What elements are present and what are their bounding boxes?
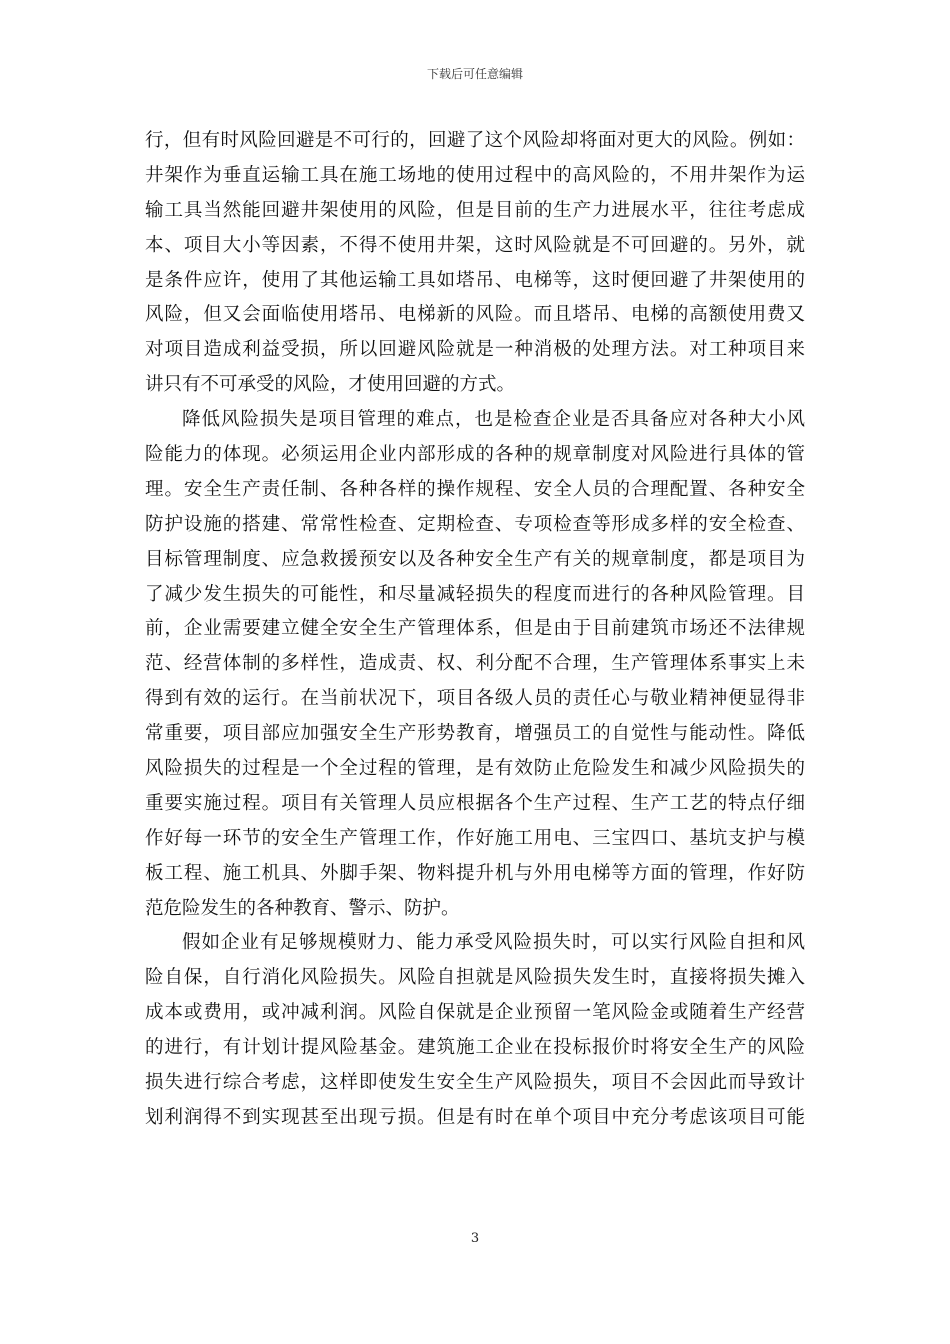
text-line: 对项目造成利益受损，所以回避风险就是一种消极的处理方法。对工种项目来 xyxy=(145,339,805,361)
text-line: 划利润得不到实现甚至出现亏损。但是有时在单个项目中充分考虑该项目可能 xyxy=(145,1106,805,1128)
paragraph xyxy=(145,926,805,1135)
text-line: 重要实施过程。项目有关管理人员应根据各个生产过程、生产工艺的特点仔细 xyxy=(145,792,805,814)
text-line: 讲只有不可承受的风险，才使用回避的方式。 xyxy=(145,374,516,396)
paragraph xyxy=(145,403,805,926)
text-line: 本、项目大小等因素，不得不使用井架，这时风险就是不可回避的。另外，就 xyxy=(145,234,805,256)
text-line: 降低风险损失是项目管理的难点，也是检查企业是否具备应对各种大小风 xyxy=(182,409,805,431)
text-line: 板工程、施工机具、外脚手架、物料提升机与外用电梯等方面的管理，作好防 xyxy=(145,862,805,884)
text-line: 假如企业有足够规模财力、能力承受风险损失时，可以实行风险自担和风 xyxy=(182,932,805,954)
text-line: 的进行，有计划计提风险基金。建筑施工企业在投标报价时将安全生产的风险 xyxy=(145,1037,805,1059)
paragraph xyxy=(145,124,805,403)
text-line: 井架作为垂直运输工具在施工场地的使用过程中的高风险的，不用井架作为运 xyxy=(145,164,805,186)
text-line: 成本或费用，或冲减利润。风险自保就是企业预留一笔风险金或随着生产经营 xyxy=(145,1002,805,1024)
text-line: 输工具当然能回避井架使用的风险，但是目前的生产力进展水平，往往考虑成 xyxy=(145,199,805,221)
text-line: 前，企业需要建立健全安全生产管理体系，但是由于目前建筑市场还不法律规 xyxy=(145,618,805,640)
text-line: 风险损失的过程是一个全过程的管理，是有效防止危险发生和减少风险损失的 xyxy=(145,758,805,780)
page-header: 下载后可任意编辑 xyxy=(426,67,523,81)
text-line: 险能力的体现。必须运用企业内部形成的各种的规章制度对风险进行具体的管 xyxy=(145,444,805,466)
text-line: 风险，但又会面临使用塔吊、电梯新的风险。而且塔吊、电梯的高额使用费又 xyxy=(145,304,805,326)
text-line: 行，但有时风险回避是不可行的，回避了这个风险却将面对更大的风险。例如： xyxy=(145,130,805,151)
text-line: 得到有效的运行。在当前状况下，项目各级人员的责任心与敬业精神便显得非 xyxy=(145,688,805,710)
page-number: 3 xyxy=(470,1231,480,1246)
text-line: 范、经营体制的多样性，造成责、权、利分配不合理，生产管理体系事实上未 xyxy=(145,653,805,675)
text-line: 险自保，自行消化风险损失。风险自担就是风险损失发生时，直接将损失摊入 xyxy=(145,967,805,989)
text-line: 理。安全生产责任制、各种各样的操作规程、安全人员的合理配置、各种安全 xyxy=(145,478,805,500)
text-line: 常重要，项目部应加强安全生产形势教育，增强员工的自觉性与能动性。降低 xyxy=(145,723,805,745)
text-line: 是条件应许，使用了其他运输工具如塔吊、电梯等，这时便回避了井架使用的 xyxy=(145,269,805,291)
text-line: 范危险发生的各种教育、警示、防护。 xyxy=(145,897,460,919)
document-body xyxy=(145,124,805,1136)
text-line: 损失进行综合考虑，这样即使发生安全生产风险损失，项目不会因此而导致计 xyxy=(145,1072,805,1094)
text-line: 了减少发生损失的可能性，和尽量减轻损失的程度而进行的各种风险管理。目 xyxy=(145,583,805,605)
text-line: 防护设施的搭建、常常性检查、定期检查、专项检查等形成多样的安全检查、 xyxy=(145,513,805,535)
text-line: 目标管理制度、应急救援预安以及各种安全生产有关的规章制度，都是项目为 xyxy=(145,548,805,570)
text-line: 作好每一环节的安全生产管理工作，作好施工用电、三宝四口、基坑支护与模 xyxy=(145,827,805,849)
